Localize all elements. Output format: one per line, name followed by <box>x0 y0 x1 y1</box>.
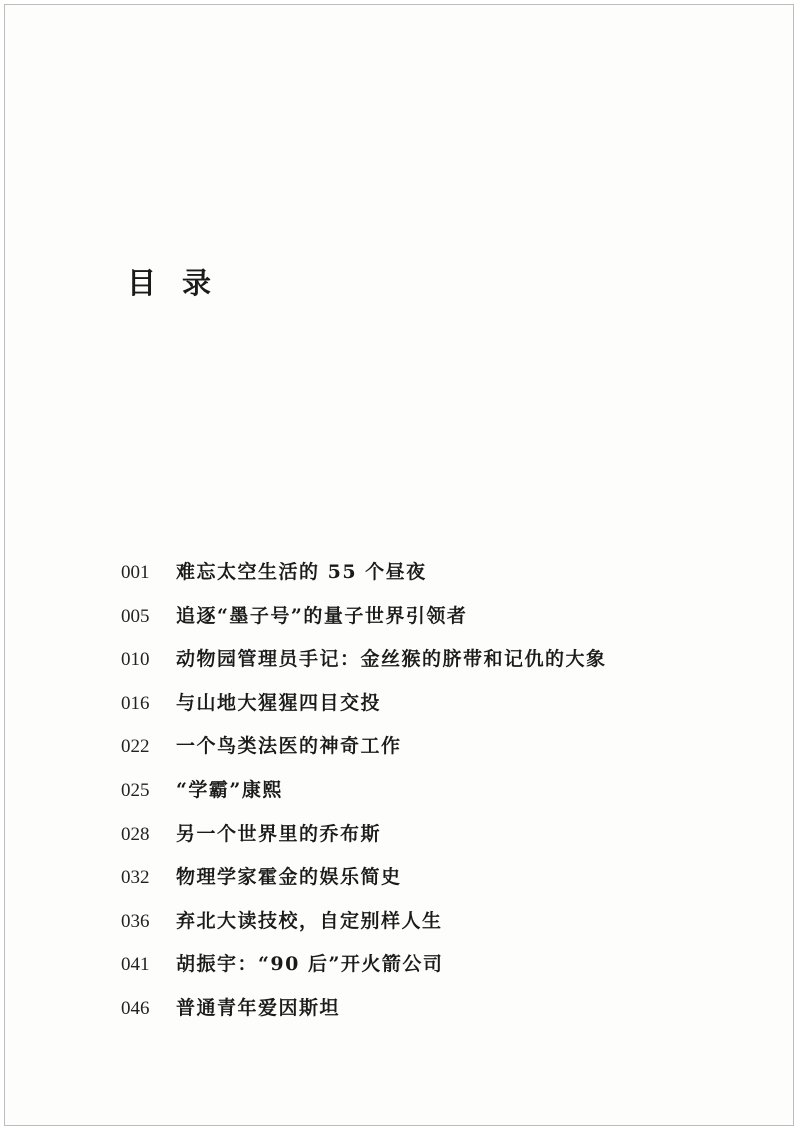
toc-entry <box>121 688 607 732</box>
toc-entry <box>121 601 607 645</box>
toc-entry-title: “学霸”康熙 <box>176 778 283 801</box>
toc-entry <box>121 819 607 863</box>
toc-entry-title: 与山地大猩猩四目交投 <box>176 691 382 714</box>
toc-entry <box>121 731 607 775</box>
page-title <box>127 263 211 303</box>
toc-entry-title: 一个鸟类法医的神奇工作 <box>176 735 402 758</box>
toc-page-number: 041 <box>121 954 150 976</box>
toc-page-number: 028 <box>121 823 150 845</box>
toc-entry <box>121 557 607 601</box>
toc-page-number: 001 <box>121 562 150 583</box>
toc-entry <box>121 862 607 906</box>
toc-entry-title: 物理学家霍金的娱乐简史 <box>176 866 402 889</box>
toc-page-number: 046 <box>121 997 150 1019</box>
table-of-contents <box>121 557 607 1037</box>
page-title-char: 录 <box>182 266 212 300</box>
toc-page-number: 016 <box>121 692 150 714</box>
toc-entry <box>121 775 607 819</box>
toc-page-number: 010 <box>121 649 150 671</box>
toc-entry-title: 普通青年爱因斯坦 <box>176 996 341 1019</box>
toc-entry <box>121 993 607 1037</box>
toc-entry-title: 动物园管理员手记：金丝猴的脐带和记仇的大象 <box>176 648 607 671</box>
toc-page-number: 036 <box>121 910 150 932</box>
toc-entry-title: 胡振宇：“90 后”开火箭公司 <box>176 953 444 976</box>
page-title-char: 目 <box>127 266 157 300</box>
page <box>4 4 794 1126</box>
toc-entry-title: 难忘太空生活的 55 个昼夜 <box>176 561 427 583</box>
toc-page-number: 025 <box>121 779 150 801</box>
toc-entry-title: 弃北大读技校，自定别样人生 <box>176 909 443 932</box>
toc-entry-title: 追逐“墨子号”的量子世界引领者 <box>176 604 468 627</box>
toc-page-number: 022 <box>121 736 150 758</box>
toc-entry <box>121 906 607 950</box>
toc-entry <box>121 644 607 688</box>
toc-page-number: 005 <box>121 605 150 627</box>
toc-page-number: 032 <box>121 867 150 889</box>
toc-entry-title: 另一个世界里的乔布斯 <box>176 822 382 845</box>
toc-entry <box>121 949 607 993</box>
